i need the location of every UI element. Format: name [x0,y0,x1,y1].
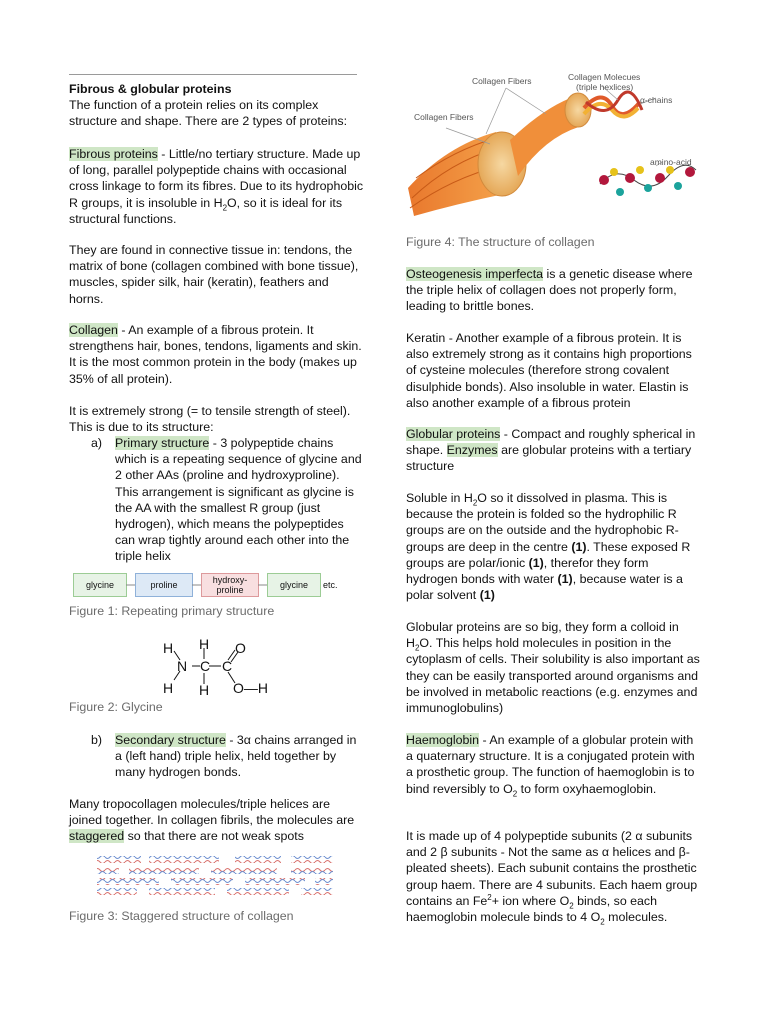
secondary-structure-text: Secondary structure - 3α chains arranged in a (left hand) triple helix, held together by many hydrogen bonds. [115,733,357,780]
connective-tissue-paragraph: They are found in connective tissue in: tendons, the matrix of bone (collagen combined with bone tissue), muscles, spider silk, hair (keratin), feathers and horns. [69,243,359,306]
fibrous-paragraph: Fibrous proteins - Little/no tertiary structure. Made up of long, parallel polypeptide chains with occasional cross linkage to form its fibres. Due to its hydrophobic R groups, it is insoluble in $H_2O$, so it is ideal for its structural functions. [69,147,364,226]
primary-structure-text: Primary structure - 3 polypeptide chains which is a repeating sequence of glycine and 2 other AAs (proline and hydroxyproline). This arrangement is significant as glycine is the AA with the smallest R group (just hydrogen), which means the polypeptides can wrap tightly around each other into the triple helix [115,436,362,564]
primary-box-proline: proline [135,573,193,597]
glycine-atom-h4: H [199,682,210,698]
primary-etc: etc. [323,580,338,590]
fibrous-term: Fibrous proteins [69,147,158,161]
solubility-paragraph: Soluble in $H_2O$ so it dissolved in plasma. This is because the protein is folded so the hydrophilic R groups are on the outside and the hydrophobic R-groups are deep in the centre (1). These exposed R groups are polar/ionic (1), therefor they form hydrogen bonds with water (1), because water is a polar solvent (1) [406,491,691,603]
collagen-term: Collagen [69,323,118,337]
glycine-atom-n: N [177,658,188,674]
colloid-paragraph: Globular proteins are so big, they form a colloid in $H_2O$. This helps hold molecules in position in the cytoplasm of cells. Their solubility is also important as they can be easily transported around organisms and be involved in metabolic reactions (e.g. enzymes and immunoglobulins) [406,620,700,716]
figure-1-caption: Figure 1: Repeating primary structure [69,604,275,618]
fig4-label-amino: amino-acid [650,157,692,167]
strength-paragraph: It is extremely strong (= to tensile strength of steel). This is due to its structure: [69,404,351,435]
glycine-atom-c2: C [222,658,233,674]
osteogenesis-paragraph: Osteogenesis imperfecta is a genetic disease where the triple helix of collagen does not properly form, leading to brittle bones. [406,267,693,314]
glycine-atom-h3: H [163,680,174,696]
staggered-term: staggered [69,829,125,844]
figure-2-caption: Figure 2: Glycine [69,700,163,714]
subunits-paragraph: It is made up of 4 polypeptide subunits (2 α subunits and 2 β subunits - Not the same as α helices and β-pleated sheets). Each subunit contains the prosthetic group haem. There are 4 subunits. Each haem group contains an $Fe^2+$ ion where $O_2$ binds, so each haemoglobin molecule binds to 4 $O_2$ molecules. [406,829,698,927]
top-divider [69,74,357,75]
primary-box-hydroxyproline: hydroxy-proline [201,573,259,597]
fig4-label-fibers-top: Collagen Fibers [472,76,532,86]
collagen-structure-illustration [406,66,702,226]
glycine-atom-c1: C [200,658,211,674]
fig4-label-molecules-sub: (triple hexlices) [576,82,634,92]
mark-2: (1) [528,555,544,570]
haemoglobin-paragraph: Haemoglobin - An example of a globular protein with a quaternary structure. It is a conjugated protein with a prosthetic group. The function of haemoglobin is to bind reversibly to $O_2$ to form oxyhaemoglobin. [406,733,695,799]
mark-3: (1) [557,572,573,587]
list-marker-b: b) [91,733,103,747]
list-marker-a: a) [91,436,103,450]
osteogenesis-term: Osteogenesis imperfecta [406,267,544,281]
collagen-paragraph: Collagen - An example of a fibrous protein. It strengthens hair, bones, tendons, ligaments and skin. It is the most common protein in the body (makes up 35% of all protein). [69,323,362,386]
primary-box-glycine-1: glycine [73,573,127,597]
glycine-atom-oh: O—H [233,680,268,696]
globular-paragraph: Globular proteins - Compact and roughly spherical in shape. Enzymes are globular proteins with a tertiary structure [406,427,696,474]
enzymes-term: Enzymes [446,443,498,458]
tropocollagen-paragraph: Many tropocollagen molecules/triple helices are joined together. In collagen fibrils, the molecules are staggered so that there are not weak spots [69,797,355,844]
intro-paragraph: The function of a protein relies on its complex structure and shape. There are 2 types of proteins: [69,98,348,129]
section-title: Fibrous & globular proteins [69,82,232,96]
figure-4-caption: Figure 4: The structure of collagen [406,235,595,249]
primary-box-glycine-2: glycine [267,573,321,597]
figure-3-caption: Figure 3: Staggered structure of collagen [69,909,294,923]
haemoglobin-term: Haemoglobin [406,733,480,747]
fig4-label-molecules: Collagen Molecues [568,72,641,82]
glycine-atom-h2: H [199,636,210,652]
primary-structure-term: Primary structure [115,436,210,450]
globular-term: Globular proteins [406,427,501,441]
mark-4: (1) [479,588,495,603]
primary-connectors [69,584,329,586]
glycine-atom-o: O [235,640,246,656]
mark-1: (1) [571,539,587,554]
fig4-label-alpha: α-chains [640,95,673,105]
glycine-atom-h1: H [163,640,174,656]
fig4-label-fibers-left: Collagen Fibers [414,112,474,122]
staggered-collagen-diagram [95,852,335,896]
secondary-structure-term: Secondary structure [115,733,226,747]
keratin-paragraph: Keratin - Another example of a fibrous protein. It is also extremely strong as it contains high proportions of cysteine molecules (therefore strong covalent disulphide bonds). Also insoluble in water. Elastin is also another example of a fibrous protein [406,331,692,410]
